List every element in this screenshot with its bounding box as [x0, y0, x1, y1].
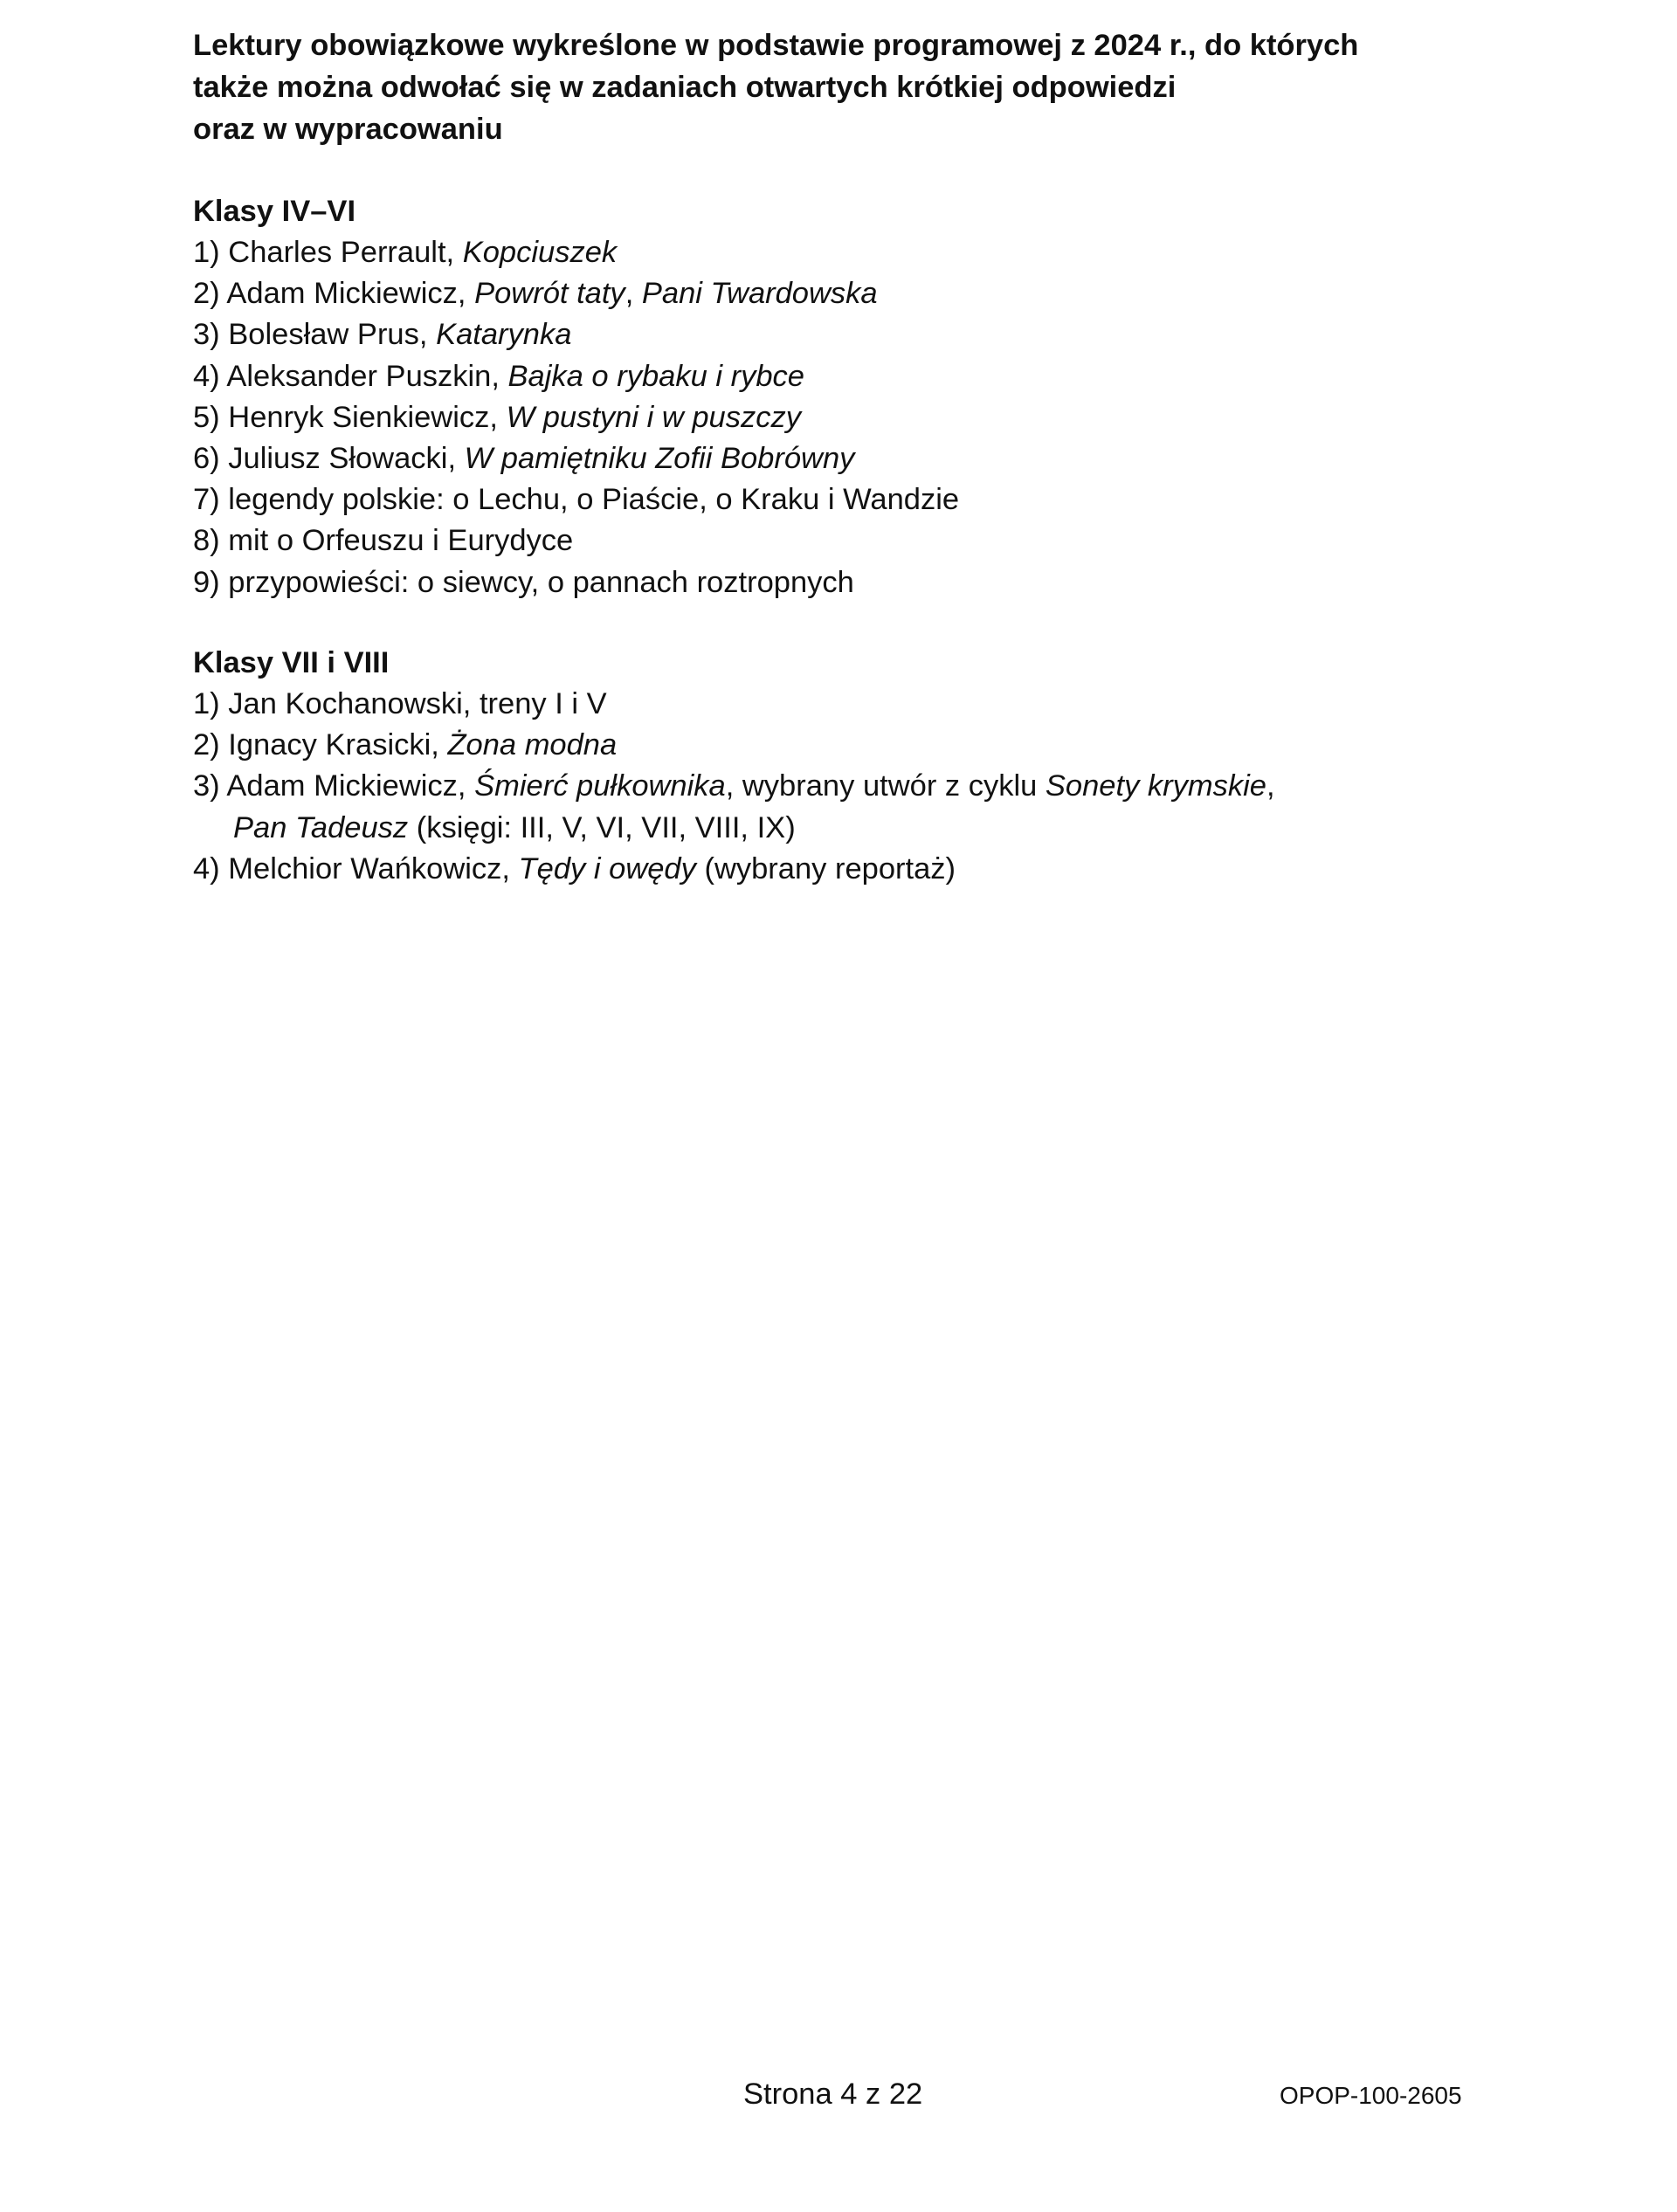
heading-line-1: Lektury obowiązkowe wykreślone w podstawie programowej z 2024 r., do których: [193, 29, 1359, 62]
page-number: Strona 4 z 22: [743, 2078, 923, 2111]
list-item-continuation: Pan Tadeusz (księgi: III, V, VI, VII, VIII, IX): [233, 810, 796, 844]
list-item: 4) Melchior Wańkowicz, Tędy i owędy (wybrany reportaż): [193, 851, 956, 885]
list-item: 9) przypowieści: o siewcy, o pannach roztropnych: [193, 565, 854, 599]
heading-line-3: oraz w wypracowaniu: [193, 113, 503, 146]
list-item: 1) Jan Kochanowski, treny I i V: [193, 687, 607, 720]
list-item: 2) Adam Mickiewicz, Powrót taty, Pani Twardowska: [193, 277, 878, 311]
reading-list-vii-viii: [193, 684, 1591, 890]
document-code: OPOP-100-2605: [1280, 2082, 1462, 2109]
reading-list-iv-vi: [193, 232, 1591, 603]
list-item: 2) Ignacy Krasicki, Żona modna: [193, 728, 618, 762]
list-item: 8) mit o Orfeuszu i Eurydyce: [193, 524, 574, 558]
list-item: 1) Charles Perrault, Kopciuszek: [193, 236, 618, 269]
list-item: 4) Aleksander Puszkin, Bajka o rybaku i rybce: [193, 359, 804, 393]
list-item: 5) Henryk Sienkiewicz, W pustyni i w puszczy: [193, 400, 801, 434]
list-item: 6) Juliusz Słowacki, W pamiętniku Zofii Bobrówny: [193, 442, 855, 476]
heading-line-2: także można odwołać się w zadaniach otwartych krótkiej odpowiedzi: [193, 71, 1177, 104]
list-item: 3) Bolesław Prus, Katarynka: [193, 318, 572, 352]
list-item: 3) Adam Mickiewicz, Śmierć pułkownika, wybrany utwór z cyklu Sonety krymskie,: [193, 769, 1275, 803]
list-item: 7) legendy polskie: o Lechu, o Piaście, o Kraku i Wandzie: [193, 483, 960, 517]
section-title-iv-vi: Klasy IV–VI: [193, 195, 356, 228]
page-heading: [193, 24, 1556, 150]
section-title-vii-viii: Klasy VII i VIII: [193, 646, 390, 679]
